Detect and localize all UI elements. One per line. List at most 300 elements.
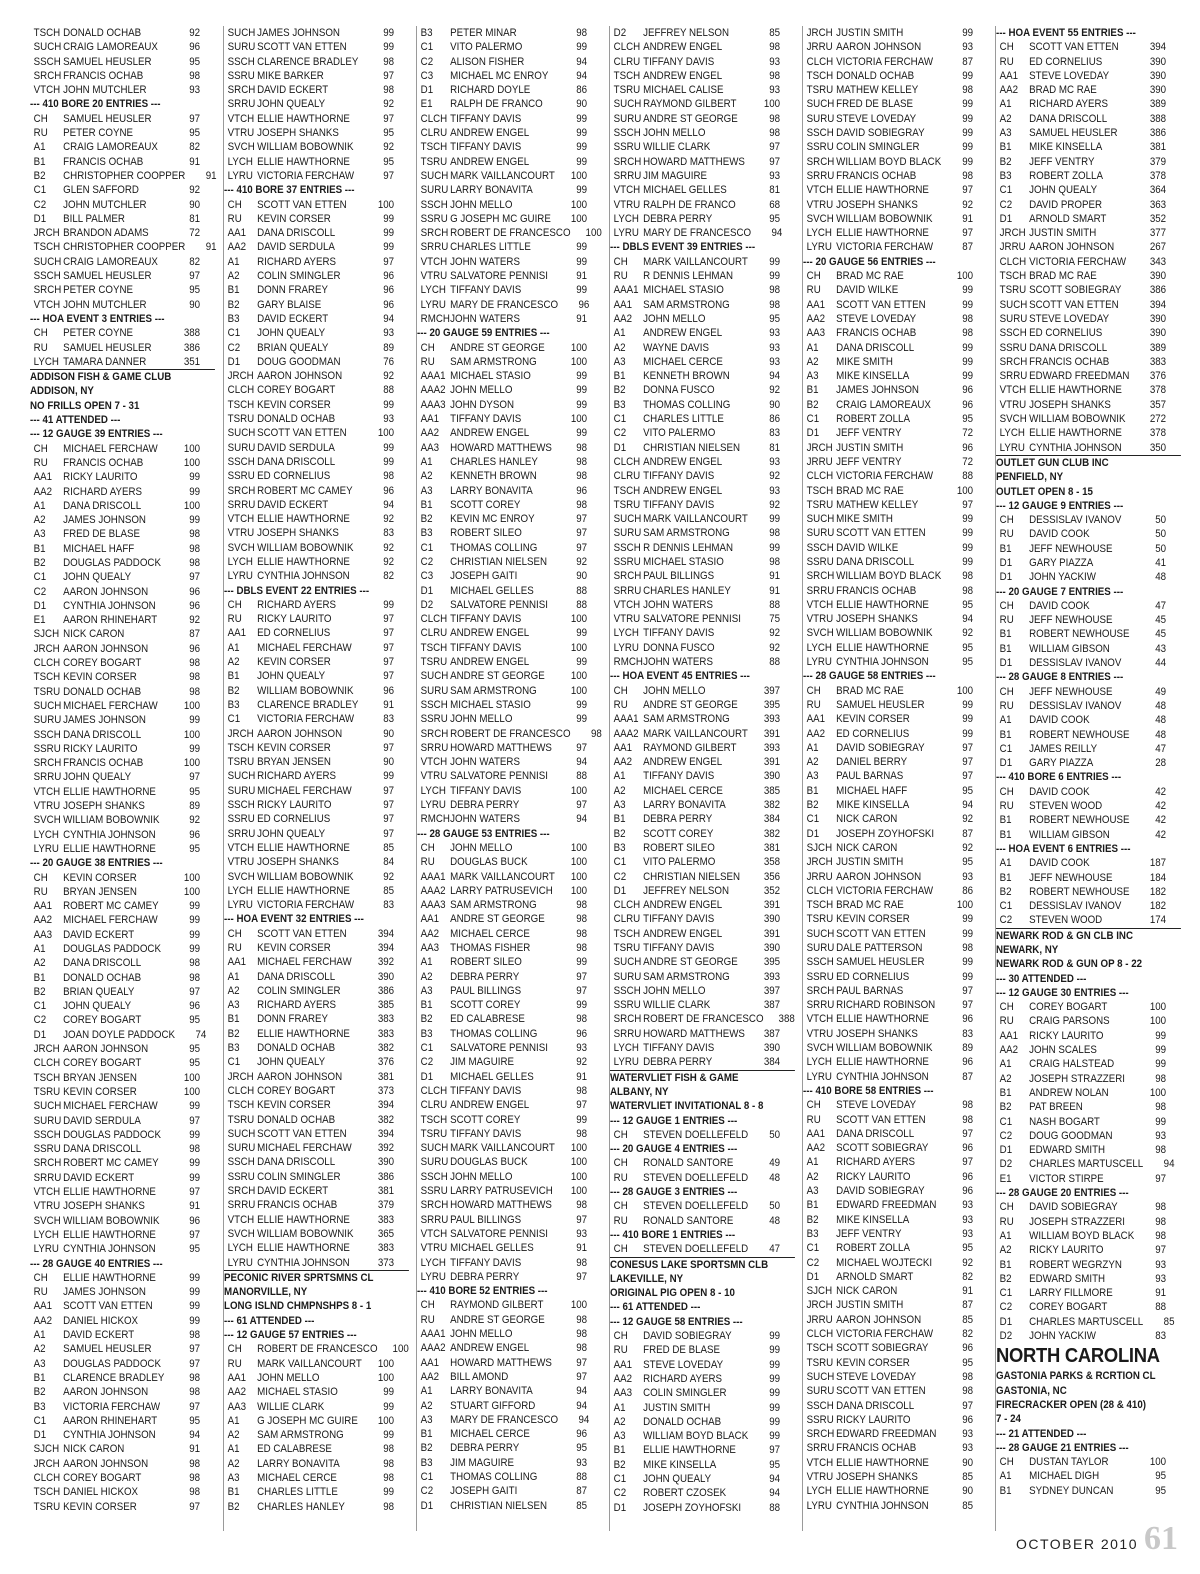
score: 96 (962, 1142, 974, 1155)
result-row (996, 198, 1181, 212)
score: 394 (377, 927, 395, 940)
score: 98 (769, 284, 781, 297)
result-row (996, 885, 1181, 899)
class-code: RU (999, 528, 1014, 541)
score: 96 (189, 585, 201, 598)
class-code: SSCH (806, 127, 834, 140)
result-row (224, 198, 409, 212)
score: 96 (962, 1056, 974, 1069)
results-column (609, 26, 796, 1531)
score: 91 (769, 584, 781, 597)
class-code: AA2 (420, 427, 440, 440)
shooter-name: FRANCIS OCHAB (1029, 355, 1110, 368)
shooter-name: NICK CARON (63, 1443, 125, 1456)
shooter-name: RALPH DE FRANCO (643, 198, 736, 211)
result-row (610, 626, 795, 640)
shooter-name: MICHAEL CALISE (643, 84, 724, 97)
score: 358 (763, 856, 781, 869)
result-row (996, 383, 1181, 397)
class-code: JRCH (33, 1043, 60, 1056)
result-row (996, 126, 1181, 140)
shooter-name: MICHAEL DIGH (1029, 1470, 1100, 1483)
result-row (610, 641, 795, 655)
score: 97 (962, 1156, 974, 1169)
class-code: CH (999, 1001, 1014, 1014)
shooter-name: BRAD MC RAE (836, 684, 904, 697)
shooter-name: COREY BOGART (257, 384, 336, 397)
score: 99 (962, 355, 974, 368)
class-code: AA1 (420, 413, 440, 426)
section-heading: --- 21 ATTENDED --- (996, 1427, 1087, 1440)
score: 100 (570, 684, 588, 697)
score: 91 (576, 1242, 588, 1255)
score: 98 (189, 671, 201, 684)
score: 96 (576, 484, 588, 497)
shooter-name: DAVID PROPER (1029, 198, 1103, 211)
score: 95 (962, 1242, 974, 1255)
class-code: AAA1 (420, 1328, 446, 1341)
result-row (30, 728, 215, 742)
score: 95 (189, 284, 201, 297)
class-code: JRCH (33, 227, 60, 240)
class-code: A2 (33, 514, 46, 527)
score: 385 (377, 999, 395, 1012)
shooter-name: ROBERT NEWHOUSE (1029, 628, 1130, 641)
result-row (803, 298, 988, 312)
class-code: C1 (227, 1056, 241, 1069)
shooter-name: SCOTT VAN ETTEN (257, 41, 347, 54)
score: 97 (189, 1400, 201, 1413)
class-code: B2 (33, 985, 46, 998)
shooter-name: MICHAEL CERCE (643, 355, 723, 368)
shooter-name: DAVID WILKE (836, 541, 899, 554)
class-code: VTRU (420, 1242, 448, 1255)
class-code: SSCH (33, 728, 61, 741)
score: 45 (1155, 614, 1167, 627)
result-row (224, 412, 409, 426)
result-row (224, 569, 409, 583)
result-row (996, 83, 1181, 97)
score: 382 (377, 1042, 395, 1055)
score: 97 (962, 227, 974, 240)
result-row (417, 941, 602, 955)
result-row (803, 812, 988, 826)
shooter-name: JEFF VENTRY (1029, 155, 1095, 168)
class-code: AA2 (613, 1372, 633, 1385)
results-page (30, 26, 1178, 1531)
class-code: D1 (613, 884, 627, 897)
result-row (417, 412, 602, 426)
class-code: SRCH (999, 355, 1028, 368)
result-row (803, 1027, 988, 1041)
result-row (996, 240, 1181, 254)
result-row (996, 412, 1181, 426)
score: 86 (576, 84, 588, 97)
shooter-name: MICHAEL STASIO (257, 1386, 338, 1399)
result-row (417, 1399, 602, 1413)
score: 97 (383, 784, 395, 797)
result-row (996, 1115, 1181, 1129)
shooter-name: ROBERT SILEO (643, 841, 715, 854)
class-code: SUCH (420, 670, 449, 683)
result-row (996, 1300, 1181, 1314)
result-row (610, 1041, 795, 1055)
result-row (30, 55, 215, 69)
class-code: JRCH (806, 1299, 833, 1312)
result-row (803, 412, 988, 426)
result-row (417, 97, 602, 111)
score: 93 (962, 1213, 974, 1226)
score: 95 (962, 856, 974, 869)
score: 98 (962, 1099, 974, 1112)
score: 90 (962, 1485, 974, 1498)
shooter-name: WILLIE CLARK (643, 141, 711, 154)
class-code: CH (613, 1157, 628, 1170)
score: 100 (183, 871, 201, 884)
class-code: A1 (999, 1229, 1012, 1242)
result-row (30, 699, 215, 713)
shooter-name: MICHAEL MC ENROY (450, 69, 549, 82)
class-code: SJCH (806, 841, 833, 854)
class-code: A1 (420, 455, 433, 468)
result-row (803, 169, 988, 183)
score: 90 (189, 298, 201, 311)
score: 90 (383, 756, 395, 769)
result-row (610, 426, 795, 440)
result-row (803, 1284, 988, 1298)
result-row (30, 556, 215, 570)
class-code: AAA2 (613, 727, 639, 740)
score: 95 (189, 1243, 201, 1256)
shooter-name: SALVATORE PENNISI (450, 1227, 548, 1240)
class-code: SUCH (227, 27, 256, 39)
class-code: SSCH (33, 270, 61, 283)
shooter-name: DANA DRISCOLL (836, 341, 915, 354)
shooter-name: COLIN SMINGLER (643, 1387, 727, 1400)
score: 93 (962, 1442, 974, 1455)
score: 88 (576, 598, 588, 611)
score: 100 (585, 227, 602, 240)
score: 99 (962, 27, 974, 39)
shooter-name: JAMES JOHNSON (836, 384, 919, 397)
result-row (417, 1012, 602, 1026)
class-code: SSRU (806, 970, 834, 983)
result-row (610, 698, 795, 712)
class-code: SVCH (33, 814, 61, 827)
shooter-name: ED CORNELIUS (1029, 327, 1103, 340)
score: 87 (962, 1070, 974, 1083)
shooter-name: THOMAS COLLING (643, 398, 731, 411)
score: 352 (1149, 212, 1167, 225)
score: 88 (769, 1501, 781, 1514)
result-row (803, 1270, 988, 1284)
shooter-name: MARK VAILLANCOURT (643, 255, 748, 268)
score: 99 (383, 227, 395, 240)
result-row (417, 1227, 602, 1241)
result-row (610, 827, 795, 841)
class-code: SUCH (420, 169, 449, 182)
result-row (803, 1341, 988, 1355)
result-row (417, 398, 602, 412)
score: 99 (962, 927, 974, 940)
class-code: SRRU (227, 827, 256, 840)
class-code: TSCH (227, 398, 255, 411)
score: 99 (769, 513, 781, 526)
result-row (30, 999, 215, 1013)
shooter-name: DESSISLAV IVANOV (1029, 900, 1122, 913)
result-row (224, 1256, 409, 1270)
shooter-name: JOHN WATERS (643, 656, 713, 669)
class-code: LYCH (33, 828, 59, 841)
class-code: B3 (227, 698, 240, 711)
class-code: B2 (613, 827, 626, 840)
section-heading: --- DBLS EVENT 39 ENTRIES --- (610, 241, 756, 254)
score: 90 (383, 727, 395, 740)
shooter-name: JOHN QUEALY (63, 571, 132, 584)
result-row (30, 742, 215, 756)
result-row (30, 1371, 215, 1385)
class-code: RU (999, 1015, 1014, 1028)
shooter-name: BRAD MC RAE (836, 899, 904, 912)
shooter-name: DONALD OCHAB (836, 69, 915, 82)
score: 93 (769, 169, 781, 182)
score: 99 (383, 1386, 395, 1399)
score: 96 (962, 1170, 974, 1183)
result-row (224, 1357, 409, 1371)
class-code: LYCH (420, 284, 446, 297)
shooter-name: DANA DRISCOLL (63, 728, 142, 741)
shooter-name: DEBRA PERRY (450, 970, 520, 983)
shooter-name: PETER MINAR (450, 27, 517, 39)
score: 100 (183, 885, 201, 898)
shooter-name: MICHAEL STASIO (450, 698, 531, 711)
result-row (610, 1329, 795, 1343)
score: 85 (769, 27, 781, 39)
result-row (803, 1256, 988, 1270)
class-code: TSRU (806, 913, 834, 926)
shooter-name: MARY DE FRANCESCO (450, 1413, 559, 1426)
result-row (224, 841, 409, 855)
score: 93 (383, 413, 395, 426)
shooter-name: JOSEPH SHANKS (836, 198, 918, 211)
score: 97 (383, 169, 395, 182)
score: 95 (189, 55, 201, 68)
result-row (803, 1356, 988, 1370)
shooter-name: VICTORIA FERCHAW (836, 470, 934, 483)
result-row (803, 383, 988, 397)
score: 99 (189, 1100, 201, 1113)
result-row (610, 812, 795, 826)
class-code: B2 (613, 1458, 626, 1471)
score: 99 (576, 627, 588, 640)
shooter-name: VITO PALERMO (643, 856, 716, 869)
shooter-name: ROBERT SILEO (450, 956, 522, 969)
class-code: B1 (227, 1013, 240, 1026)
shooter-name: MIKE KINSELLA (643, 1458, 717, 1471)
score: 97 (383, 827, 395, 840)
class-code: SSCH (420, 1170, 448, 1183)
result-row (417, 498, 602, 512)
class-code: AA2 (227, 1386, 247, 1399)
score: 98 (769, 41, 781, 54)
score: 100 (570, 856, 588, 869)
result-row (610, 412, 795, 426)
shooter-name: JOSEPH STRAZZERI (1029, 1215, 1125, 1228)
shooter-name: KEVIN MC ENROY (450, 513, 535, 526)
shooter-name: AARON RHINEHART (63, 1414, 158, 1427)
class-code: AA3 (227, 1400, 247, 1413)
class-code: SUCH (227, 770, 256, 783)
class-code: AA1 (227, 627, 247, 640)
shooter-name: KENNETH BROWN (450, 470, 537, 483)
score: 88 (769, 656, 781, 669)
shooter-name: KEVIN CORSER (63, 1085, 137, 1098)
score: 100 (392, 1343, 409, 1356)
score: 382 (763, 799, 781, 812)
score: 99 (576, 656, 588, 669)
shooter-name: SCOTT VAN ETTEN (836, 527, 926, 540)
class-code: C1 (33, 1414, 47, 1427)
class-code: SSCH (227, 55, 255, 68)
result-row (30, 627, 215, 641)
class-code: A2 (420, 1399, 433, 1412)
score: 389 (1149, 98, 1167, 111)
class-code: A1 (806, 1156, 819, 1169)
shooter-name: MIKE KINSELLA (1029, 141, 1103, 154)
class-code: TSRU (420, 656, 448, 669)
class-code: SSCH (613, 541, 641, 554)
shooter-name: RICKY LAURITO (1029, 1244, 1104, 1257)
class-code: B1 (999, 814, 1012, 827)
score: 85 (962, 1499, 974, 1512)
shooter-name: MARK VAILLANCOURT (643, 727, 748, 740)
score: 384 (763, 1056, 781, 1069)
class-code: SRCH (33, 757, 62, 770)
score: 95 (1155, 1484, 1167, 1497)
shooter-name: RICHARD AYERS (643, 1372, 723, 1385)
result-row (30, 642, 215, 656)
shooter-name: JEFFREY NELSON (643, 27, 730, 39)
score: 99 (962, 913, 974, 926)
score: 98 (189, 1386, 201, 1399)
result-row (610, 97, 795, 111)
result-row (803, 441, 988, 455)
result-row (610, 727, 795, 741)
class-code: CLCH (999, 255, 1027, 268)
result-row (224, 369, 409, 383)
class-code: C2 (33, 198, 47, 211)
score: 99 (962, 98, 974, 111)
class-code: C2 (227, 341, 241, 354)
score: 365 (377, 1227, 395, 1240)
section-heading: --- 20 GAUGE 38 ENTRIES --- (30, 857, 163, 870)
score: 95 (576, 1442, 588, 1455)
section-heading: LAKEVILLE, NY (610, 1272, 684, 1285)
result-row (417, 198, 602, 212)
result-row (610, 212, 795, 226)
result-row (610, 140, 795, 154)
shooter-name: JIM MAGUIRE (450, 1456, 515, 1469)
class-code: CH (999, 599, 1014, 612)
score: 393 (763, 970, 781, 983)
class-code: A3 (999, 127, 1012, 140)
shooter-name: AARON JOHNSON (63, 1386, 149, 1399)
shooter-name: DANA DRISCOLL (1029, 341, 1108, 354)
score: 97 (769, 155, 781, 168)
class-code: JRCH (999, 227, 1026, 240)
class-code: JRCH (227, 1070, 254, 1083)
section-heading: --- 28 GAUGE 20 ENTRIES --- (996, 1187, 1129, 1200)
result-row (803, 1384, 988, 1398)
score: 90 (962, 1456, 974, 1469)
class-code: VTCH (999, 384, 1027, 397)
shooter-name: ANDREW NOLAN (1029, 1086, 1109, 1099)
class-code: C2 (999, 198, 1013, 211)
shooter-name: ANDRE ST GEORGE (450, 1313, 545, 1326)
result-row (30, 1114, 215, 1128)
score: 390 (763, 913, 781, 926)
result-row (224, 741, 409, 755)
result-row (417, 669, 602, 683)
class-code: SVCH (227, 870, 255, 883)
result-row (30, 112, 215, 126)
result-row (417, 855, 602, 869)
class-code: A1 (999, 98, 1012, 111)
shooter-name: ELLIE HAWTHORNE (836, 1056, 929, 1069)
score: 99 (189, 714, 201, 727)
class-code: C2 (613, 870, 627, 883)
shooter-name: DONALD OCHAB (257, 413, 336, 426)
shooter-name: DANA DRISCOLL (257, 970, 336, 983)
class-code: TSCH (613, 927, 641, 940)
score: 390 (377, 1156, 395, 1169)
shooter-name: ARNOLD SMART (1029, 212, 1107, 225)
score: 99 (383, 27, 395, 39)
score: 388 (1149, 112, 1167, 125)
shooter-name: R DENNIS LEHMAN (643, 270, 734, 283)
score: 100 (570, 1170, 588, 1183)
result-row (996, 298, 1181, 312)
shooter-name: RICHARD AYERS (836, 1156, 916, 1169)
class-code: D1 (33, 599, 47, 612)
class-code: CLCH (227, 1084, 255, 1097)
shooter-name: CHRISTOPHER COOPPER (63, 241, 186, 254)
result-row (224, 1170, 409, 1184)
class-code: CH (613, 1330, 628, 1343)
shooter-name: ED CORNELIUS (257, 470, 331, 483)
result-row (803, 512, 988, 526)
result-row (224, 398, 409, 412)
score: 93 (576, 1227, 588, 1240)
class-code: CH (999, 1201, 1014, 1214)
class-code: TSRU (613, 84, 641, 97)
shooter-name: MIKE KINSELLA (836, 799, 910, 812)
result-row (610, 326, 795, 340)
class-code: AA3 (613, 1387, 633, 1400)
score: 95 (962, 598, 974, 611)
shooter-name: TIFFANY DAVIS (643, 55, 715, 68)
shooter-name: ED CALABRESE (450, 1013, 525, 1026)
class-code: SUCH (613, 98, 642, 111)
shooter-name: JOHN MELLO (450, 1328, 513, 1341)
score: 99 (962, 284, 974, 297)
class-code: CLCH (420, 1084, 448, 1097)
section-heading: GASTONIA, NC (996, 1384, 1067, 1397)
shooter-name: AARON RHINEHART (63, 614, 158, 627)
score: 96 (962, 398, 974, 411)
result-row (803, 484, 988, 498)
result-row (803, 1499, 988, 1513)
